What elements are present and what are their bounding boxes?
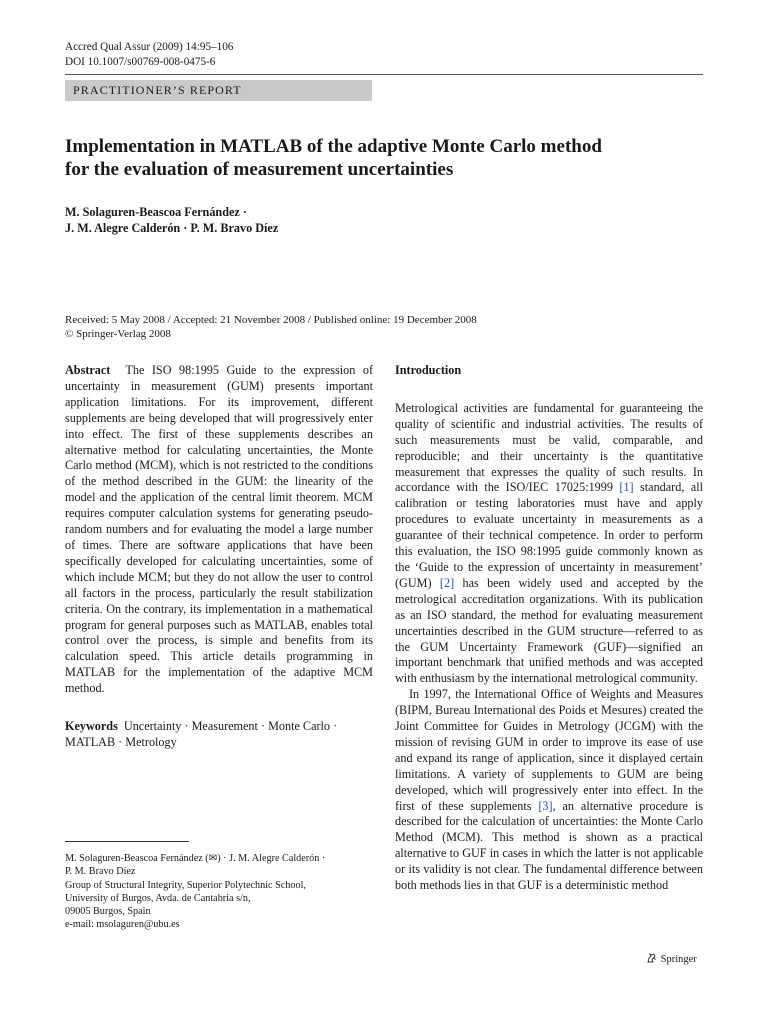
affil-line-2: P. M. Bravo Díez <box>65 866 136 878</box>
citation-3[interactable]: [3] <box>538 798 553 813</box>
affil-line-1: M. Solaguren-Beascoa Fernández (✉) · J. M. Alegre Calderón · <box>65 853 326 864</box>
affil-line-5: 09005 Burgos, Spain <box>65 906 151 918</box>
abstract-label: Abstract <box>65 363 111 377</box>
introduction <box>395 363 703 894</box>
article-title <box>65 135 705 181</box>
journal-header <box>65 40 233 70</box>
section-label: PRACTITIONER’S REPORT <box>73 83 242 97</box>
footnote-rule <box>65 841 189 842</box>
author-list <box>65 204 278 236</box>
intro-p1-text-a: Metrological activities are fundamental for guaranteeing the quality of scientific and industrial activities. The results of such measurements must be valid, comparable, and reproducible; and their uncertainty is the quantitative measurement that expresses the quality of such results. In accordance with the ISO/IEC 17025:1999 <box>395 400 703 495</box>
abstract <box>65 363 373 697</box>
introduction-heading: Introduction <box>395 363 462 377</box>
intro-p2-text-a: In 1997, the International Office of Weights and Measures (BIPM, Bureau International des Poids et Mesures) created the Joint Committee for Guides in Metrology (JCGM) with the mission of revising GUM in order to improve its ease of use and expand its range of application, since it displayed certain limitations. A variety of supplements to GUM are being developed, which will progressively enter into effect. In the first of these supplements <box>395 687 703 813</box>
citation-1[interactable]: [1] <box>619 480 634 495</box>
journal-citation: Accred Qual Assur (2009) 14:95–106 <box>65 41 234 53</box>
citation-2[interactable]: [2] <box>439 575 455 590</box>
copyright: © Springer-Verlag 2008 <box>65 327 171 340</box>
intro-paragraph-1 <box>395 401 703 687</box>
header-rule <box>65 74 703 75</box>
intro-p1-text-c: has been widely used and accepted by the metrological accreditation organizations. With its publication as an ISO standard, the method for evaluating measurement uncertainties described in the GUM structure—referred to as the GUM Uncertainty Framework (GUF)—signified an important benchmark that unified methods and was accepted with enthusiasm by the international metrological community. <box>395 575 704 686</box>
history-dates: Received: 5 May 2008 / Accepted: 21 November 2008 / Published online: 19 December 2008 <box>65 314 477 326</box>
affil-line-3: Group of Structural Integrity, Superior Polytechnic School, <box>65 879 306 891</box>
abstract-text: The ISO 98:1995 Guide to the expression of uncertainty in measurement (GUM) presents important application limitations. For its improvement, different supplements are being developed that will progressively enter into effect. The first of these supplements describes an alternative method for calculating uncertainties, the Monte Carlo method (MCM), which is not restricted to the conditions of the method described in the GUM: the linearity of the model and the application of the central limit theorem. MCM requires computer calculation systems for generating pseudo-random numbers and for evaluating the model a large number of times. There are software applications that have been specifically developed for calculating uncertainties, some of which include MCM; but they do not allow the user to control all factors in the process, particularly the result stabilization criteria. On the contrary, its implementation in a mathematical program for general purposes such as MATLAB, enables total control over the process, is simple and benefits from its calculation speed. This article details programming in MATLAB for the implementation of the adaptive MCM method. <box>65 363 374 696</box>
springer-horse-icon <box>646 952 658 964</box>
doi: DOI 10.1007/s00769-008-0475-6 <box>65 56 216 68</box>
publisher-footer <box>646 952 697 967</box>
section-band <box>65 80 372 101</box>
article-history <box>65 314 477 341</box>
authors-line-2: J. M. Alegre Calderón · P. M. Bravo Díez <box>65 221 279 235</box>
intro-p1-text-b: standard, all calibration or testing laboratories must have and apply procedures to evaluate uncertainty in measurements as a guarantee of their technical competence. In order to perform this evaluation, the ISO 98:1995 guide commonly known as the ‘Guide to the expression of uncertainty in measurement’ (GUM) <box>395 480 703 590</box>
title-line-1: Implementation in MATLAB of the adaptive Monte Carlo method <box>65 136 602 157</box>
affil-email[interactable]: e-mail: msolaguren@ubu.es <box>65 919 180 931</box>
intro-p2-text-b: , an alternative procedure is described for the calculation of uncertainties: the Monte Carlo Method (MCM). This method is shown as a practical alternative to GUF in cases in which the latter is not applicable or its validity is not clear. The fundamental difference between both methods lies in that GUF is a deterministic method <box>395 798 703 893</box>
keywords-text: Uncertainty · Measurement · Monte Carlo · MATLAB · Metrology <box>65 719 338 749</box>
affil-line-4: University of Burgos, Avda. de Cantabria s/n, <box>65 892 251 904</box>
intro-paragraph-2 <box>395 687 703 894</box>
title-line-2: for the evaluation of measurement uncertainties <box>65 159 454 180</box>
author-affiliation <box>65 852 375 932</box>
authors-line-1: M. Solaguren-Beascoa Fernández · <box>65 205 247 219</box>
keywords-label: Keywords <box>65 719 118 733</box>
keywords <box>65 718 373 750</box>
publisher-name: Springer <box>660 954 697 965</box>
